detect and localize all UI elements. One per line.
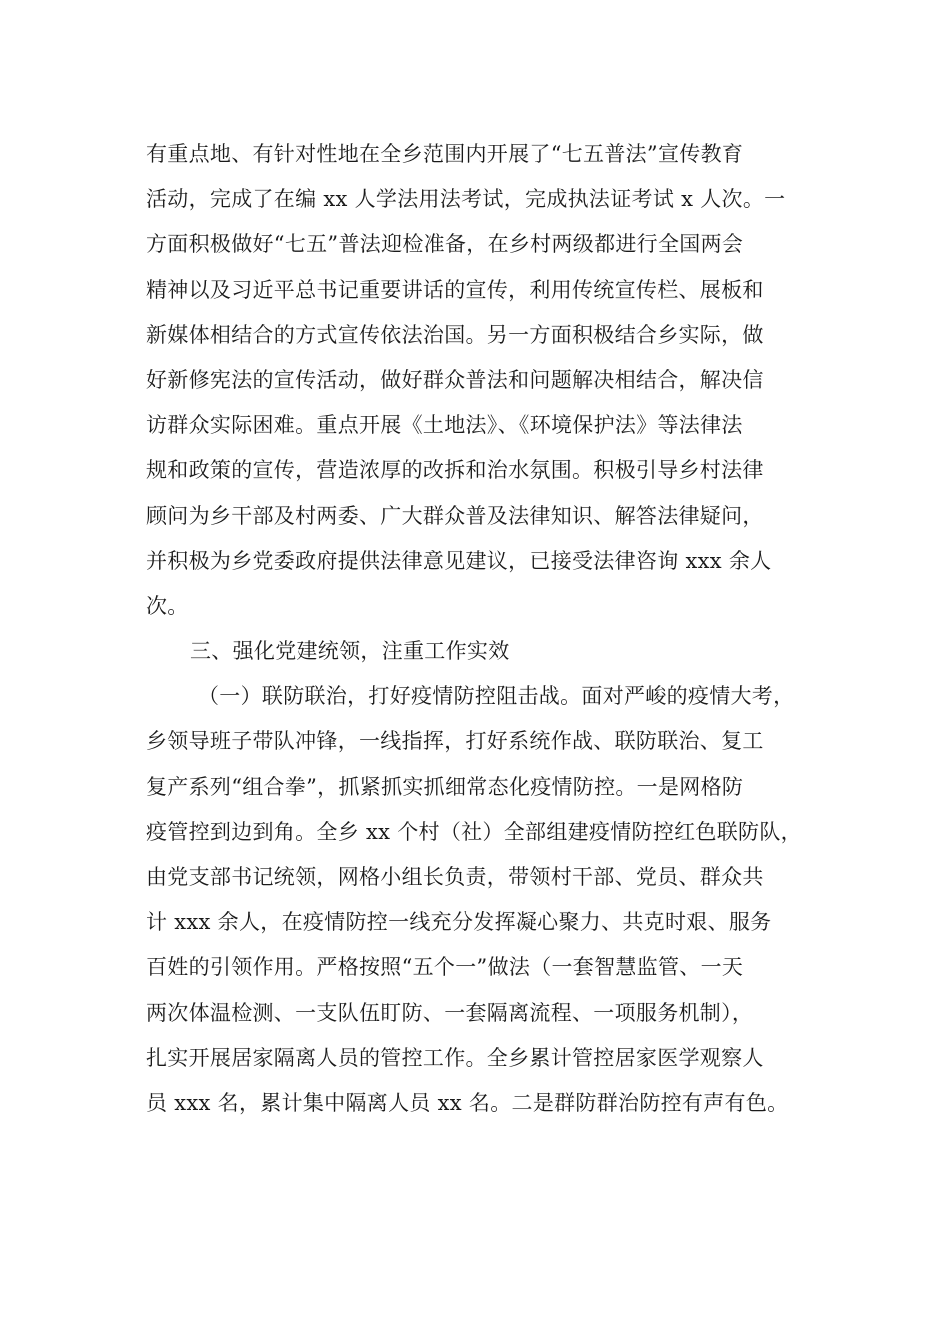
text-line: 两次体温检测、一支队伍盯防、一套隔离流程、一项服务机制）， <box>146 1000 754 1025</box>
text-line: 计 xxx 余人，在疫情防控一线充分发挥凝心聚力、共克时艰、服务 <box>146 910 772 935</box>
document-body <box>146 132 846 1126</box>
text-line: 新媒体相结合的方式宣传依法治国。另一方面积极结合乡实际，做 <box>146 322 764 347</box>
text-line: 访群众实际困难。重点开展《土地法》、《环境保护法》等法律法 <box>146 413 743 438</box>
text-line: 乡领导班子带队冲锋，一线指挥，打好系统作战、联防联治、复工 <box>146 729 764 754</box>
text-line: 活动，完成了在编 xx 人学法用法考试，完成执法证考试 x 人次。一 <box>146 187 786 212</box>
text-line: 复产系列“组合拳”，抓紧抓实抓细常态化疫情防控。一是网格防 <box>146 774 744 799</box>
text-line: 扎实开展居家隔离人员的管控工作。全乡累计管控居家医学观察人 <box>146 1045 764 1070</box>
text-line: 次。 <box>146 593 189 618</box>
text-line: 精神以及习近平总书记重要讲话的宣传，利用传统宣传栏、展板和 <box>146 277 764 302</box>
text-line: 好新修宪法的宣传活动，做好群众普法和问题解决相结合，解决信 <box>146 367 764 392</box>
text-line: 并积极为乡党委政府提供法律意见建议，已接受法律咨询 xxx 余人 <box>146 548 772 573</box>
text-line: 由党支部书记统领，网格小组长负责，带领村干部、党员、群众共 <box>146 865 764 889</box>
text-line: 方面积极做好“七五”普法迎检准备，在乡村两级都进行全国两会 <box>146 232 744 257</box>
text-line: 员 xxx 名，累计集中隔离人员 xx 名。二是群防群治防控有声有色。 <box>146 1090 789 1115</box>
text-line: 百姓的引领作用。严格按照“五个一”做法（一套智慧监管、一天 <box>146 955 744 980</box>
text-line: 顾问为乡干部及村两委、广大群众普及法律知识、解答法律疑问， <box>146 503 764 528</box>
text-line: 疫管控到边到角。全乡 xx 个村（社）全部组建疫情防控红色联防队， <box>146 819 802 844</box>
text-line: 规和政策的宣传，营造浓厚的改拆和治水氛围。积极引导乡村法律 <box>146 458 764 483</box>
paragraph-first-line: （一）联防联治，打好疫情防控阻击战。面对严峻的疫情大考， <box>198 684 795 709</box>
text-line: 有重点地、有针对性地在全乡范围内开展了“七五普法”宣传教育 <box>146 142 744 166</box>
section-heading: 三、强化党建统领，注重工作实效 <box>190 639 510 664</box>
